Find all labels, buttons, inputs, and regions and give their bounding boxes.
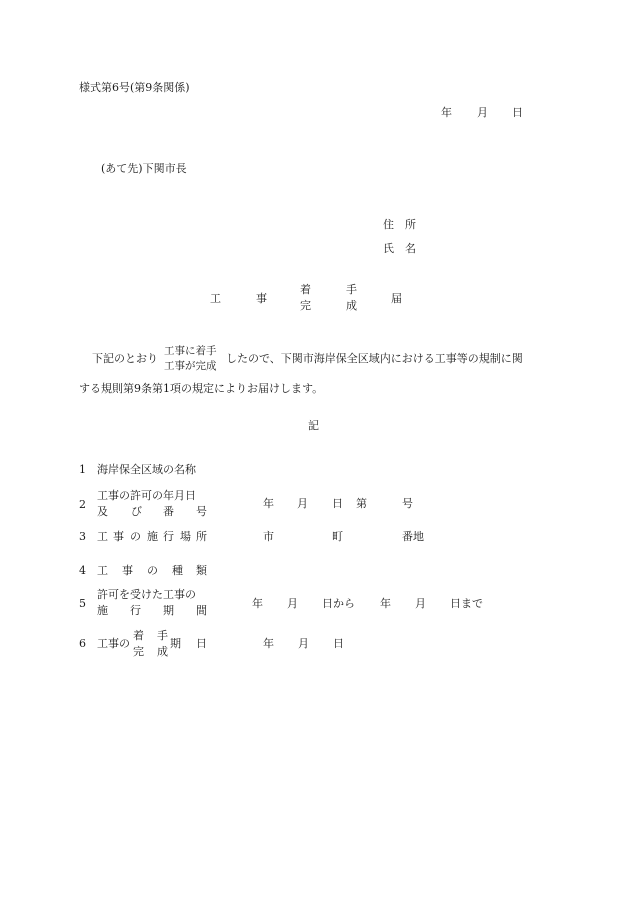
item-2-number: 2 xyxy=(79,498,86,511)
item-6-number: 6 xyxy=(79,637,86,650)
item-6-prefix: 工事の xyxy=(97,637,130,650)
item-6-suffix-1: 期 xyxy=(170,637,181,650)
title-option-top-2: 手 xyxy=(346,283,357,296)
item-4-label-1: 工 xyxy=(97,564,108,577)
item-4-label-3: の xyxy=(147,564,158,577)
form-number: 様式第6号(第9条関係) xyxy=(79,81,190,94)
item-4-label-2: 事 xyxy=(122,564,133,577)
item-6-option-bottom-2: 成 xyxy=(157,645,168,658)
item-5-label-bottom-1: 施 xyxy=(97,604,108,617)
item-3-banchi: 番地 xyxy=(402,530,424,543)
item-5-number: 5 xyxy=(79,597,86,610)
item-2-go: 号 xyxy=(402,497,413,510)
item-6-option-top-1: 着 xyxy=(133,629,144,642)
body-option-top: 工事に着手 xyxy=(164,345,217,357)
name-label: 氏 名 xyxy=(383,242,416,255)
address-label: 住 所 xyxy=(383,218,416,231)
item-5-label-bottom-2: 行 xyxy=(130,604,141,617)
item-4-label-4: 種 xyxy=(172,564,183,577)
item-5-year-2: 年 xyxy=(380,597,391,610)
item-3-machi: 町 xyxy=(332,530,343,543)
item-5-month-1: 月 xyxy=(287,597,298,610)
body-line-2: する規則第9条第1項の規定によりお届けします。 xyxy=(79,382,324,395)
item-5-year-1: 年 xyxy=(252,597,263,610)
item-5-label-top: 許可を受けた工事の xyxy=(97,588,196,601)
item-1-number: 1 xyxy=(79,463,86,476)
title-char-3: 届 xyxy=(391,292,402,305)
item-2-label-top: 工事の許可の年月日 xyxy=(97,489,196,502)
item-6-year: 年 xyxy=(263,637,274,650)
item-2-label-bottom-3: 番 xyxy=(163,505,174,518)
addressee: (あて先)下関市長 xyxy=(101,162,187,175)
title-option-bottom-1: 完 xyxy=(300,299,311,312)
body-prefix: 下記のとおり xyxy=(92,352,158,365)
item-4-label-5: 類 xyxy=(196,564,207,577)
body-option-bottom: 工事が完成 xyxy=(164,360,217,372)
item-6-month: 月 xyxy=(298,637,309,650)
item-1-label: 海岸保全区域の名称 xyxy=(97,463,196,476)
item-5-day-1: 日から xyxy=(322,597,355,610)
item-5-label-bottom-3: 期 xyxy=(163,604,174,617)
item-3-label-3: の xyxy=(130,530,141,543)
item-2-day: 日 xyxy=(332,497,343,510)
item-3-label-6: 場 xyxy=(180,530,191,543)
body-suffix: したので、下関市海岸保全区域内における工事等の規制に関 xyxy=(226,352,523,365)
date-year: 年 xyxy=(441,106,452,119)
item-5-month-2: 月 xyxy=(415,597,426,610)
item-5-label-bottom-4: 間 xyxy=(196,604,207,617)
item-2-label-bottom-1: 及 xyxy=(97,505,108,518)
item-3-label-1: 工 xyxy=(97,530,108,543)
title-char-2: 事 xyxy=(256,292,267,305)
item-3-label-7: 所 xyxy=(196,530,207,543)
item-2-month: 月 xyxy=(297,497,308,510)
title-option-top-1: 着 xyxy=(300,283,311,296)
item-3-label-5: 行 xyxy=(163,530,174,543)
item-3-label-2: 事 xyxy=(113,530,124,543)
item-3-number: 3 xyxy=(79,530,86,543)
item-6-suffix-2: 日 xyxy=(196,637,207,650)
item-6-option-bottom-1: 完 xyxy=(133,645,144,658)
item-2-dai: 第 xyxy=(356,497,367,510)
item-5-day-2: 日まで xyxy=(450,597,483,610)
item-2-year: 年 xyxy=(263,497,274,510)
item-4-number: 4 xyxy=(79,564,86,577)
item-3-shi: 市 xyxy=(263,530,274,543)
title-option-bottom-2: 成 xyxy=(346,299,357,312)
ki-heading: 記 xyxy=(308,419,319,432)
item-6-day: 日 xyxy=(333,637,344,650)
date-day: 日 xyxy=(512,106,523,119)
title-char-1: 工 xyxy=(210,292,221,305)
date-month: 月 xyxy=(477,106,488,119)
item-2-label-bottom-4: 号 xyxy=(196,505,207,518)
item-3-label-4: 施 xyxy=(147,530,158,543)
item-6-option-top-2: 手 xyxy=(157,629,168,642)
item-2-label-bottom-2: び xyxy=(131,505,142,518)
